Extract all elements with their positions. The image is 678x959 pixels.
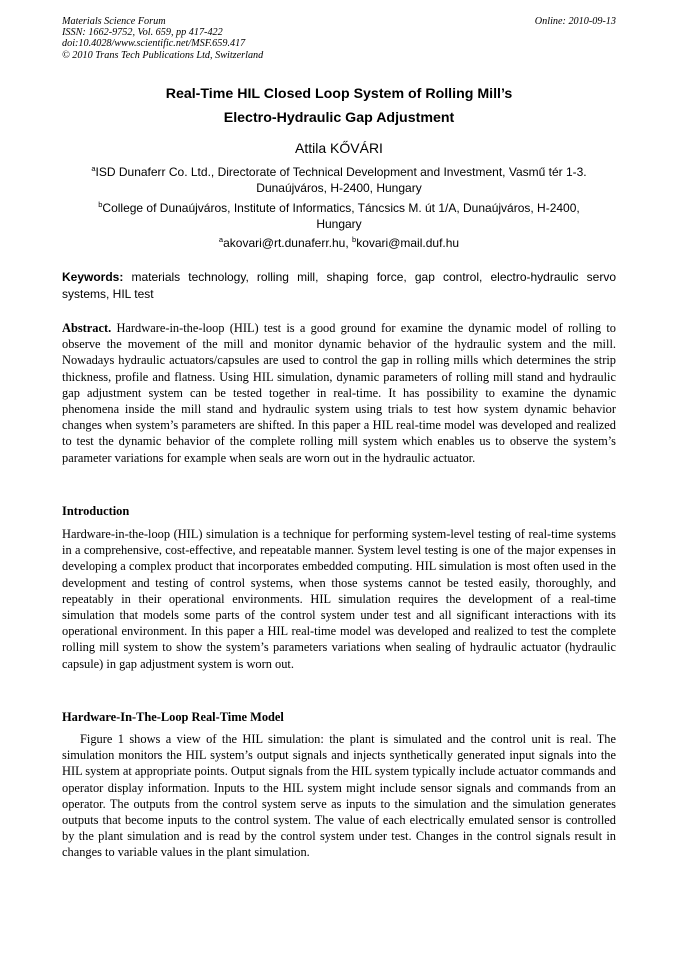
title-line-2: Electro-Hydraulic Gap Adjustment — [223, 110, 455, 126]
keywords — [62, 269, 616, 302]
author-name: Attila KŐVÁRI — [295, 140, 383, 156]
journal-issn: ISSN: 1662-9752, Vol. 659, pp 417-422 — [62, 27, 223, 39]
keywords-label: Keywords: — [62, 270, 124, 284]
journal-doi: doi:10.4028/www.scientific.net/MSF.659.417 — [62, 38, 246, 50]
affiliation-a — [62, 164, 616, 196]
hil-model-paragraph: Figure 1 shows a view of the HIL simulation: the plant is simulated and the control unit is real. The simulation monitors the HIL system’s output signals and injects synthetically generated input signals into the HIL system at appropriate points. Output signals from the HIL system typically include actuator commands and operator display information. Inputs to the HIL system might include sensor signals and commands from an operator. The outputs from the control system serve as inputs to the simulation and the simulation generates outputs that become inputs to the control system. The value of each electrically emulated sensor is controlled by the plant simulation and is read by the control system under test. Changes in the control signals result in changes to variable values in the plant simulation. — [62, 732, 616, 860]
title-line-1: Real-Time HIL Closed Loop System of Rolling Mill’s — [165, 86, 513, 102]
section-heading-introduction: Introduction — [62, 504, 130, 518]
email-b: kovari@mail.duf.hu — [356, 236, 460, 250]
email-a: akovari@rt.dunaferr.hu, — [223, 236, 353, 250]
journal-name: Materials Science Forum — [62, 16, 166, 27]
introduction-paragraph: Hardware-in-the-loop (HIL) simulation is a technique for performing system-level testing of real-time systems in a comprehensive, cost-effective, and repeatable manner. System level testing is one of the major expenses in developing a complex product that incorporates embedded computing. HIL simulation is most often used in the development and testing of control systems, when those systems cannot be tested easily, thoroughly, and repeatably in their operational environments. HIL simulation requires the development of a real-time simulation that models some parts of the control system under test and all significant interactions with its operational environment. In this paper a HIL real-time model was developed and realized to test the complete rolling mill system to show the system’s parameters variations when sealing of hydraulic actuator (hydraulic capsule) in gap adjustment system is worn out. — [62, 527, 616, 671]
affiliation-b — [62, 200, 616, 232]
journal-header — [62, 16, 616, 61]
keywords-text: materials technology, rolling mill, shaping force, gap control, electro-hydraulic servo systems, HIL test — [62, 270, 616, 301]
online-date: Online: 2010-09-13 — [534, 16, 616, 27]
section-heading-hil-model: Hardware-In-The-Loop Real-Time Model — [62, 710, 284, 724]
paper-title — [62, 82, 616, 130]
affiliation-text: Hungary — [316, 217, 362, 231]
journal-copyright: © 2010 Trans Tech Publications Ltd, Switzerland — [62, 49, 264, 61]
email-mark: a — [218, 235, 224, 244]
abstract — [62, 320, 616, 466]
affiliation-text: College of Dunaújváros, Institute of Informatics, Táncsics M. út 1/A, Dunaújváros, H-2400, — [102, 201, 580, 215]
affiliation-mark: a — [91, 164, 96, 173]
email-mark: b — [352, 235, 357, 244]
affiliation-mark: b — [98, 200, 103, 209]
affiliation-text: ISD Dunaferr Co. Ltd., Directorate of Technical Development and Investment, Vasmű tér 1-3. — [95, 165, 587, 179]
abstract-label: Abstract. — [62, 321, 112, 335]
affiliation-text: Dunaújváros, H-2400, Hungary — [256, 181, 422, 195]
author-emails — [62, 235, 616, 251]
abstract-text: Hardware-in-the-loop (HIL) test is a good ground for examine the dynamic model of rolling to observe the movement of the mill and monitor dynamic behavior of the hydraulic system and the mill. Nowadays hydraulic actuators/capsules are used to control the gap in rolling mills which determines the strip thickness, profile and flatness. Using HIL simulation, dynamic parameters of rolling mill stand and hydraulic gap adjustment system can be tested together in real-time. It has possibility to examine the dynamic phenomena inside the mill stand and hydraulic system using trials to test how system dynamic behavior changes when system’s parameters are shifted. In this paper a HIL real-time model was developed and realized to test the dynamic behavior of the complete rolling mill system which enables us to observe the system’s parameter variations for example when seals are worn out in the hydraulic actuator. — [62, 321, 616, 465]
